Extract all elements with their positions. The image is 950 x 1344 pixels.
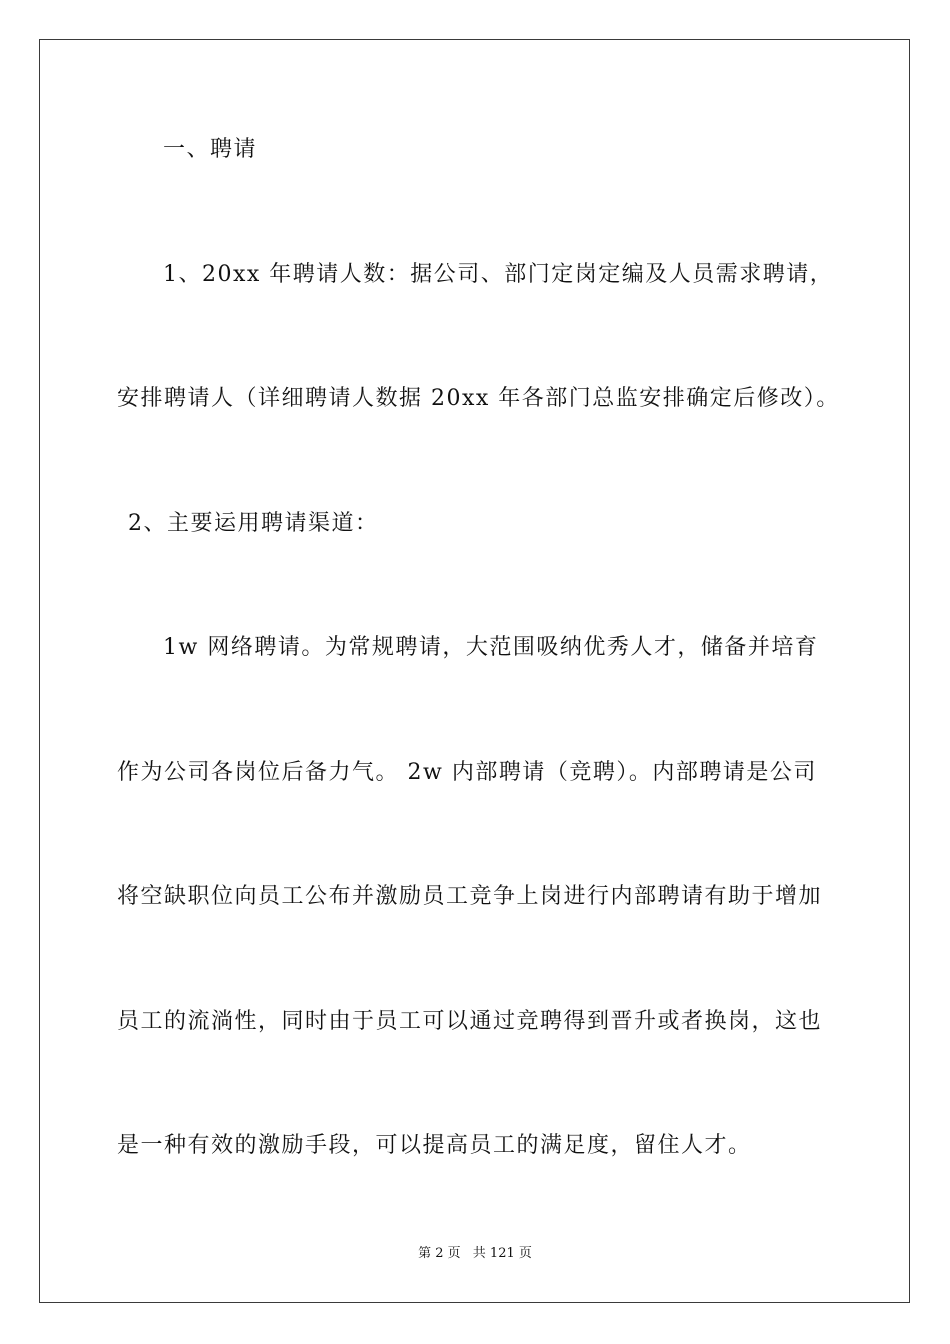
paragraph-line: 员工的流淌性，同时由于员工可以通过竞聘得到晋升或者换岗，这也 — [117, 1009, 823, 1034]
page-footer — [0, 1246, 950, 1262]
subheading-line: 2、主要运用聘请渠道： — [128, 511, 379, 536]
paragraph-line: 1、20xx 年聘请人数：据公司、部门定岗定编及人员需求聘请， — [163, 262, 834, 287]
page-border — [39, 39, 910, 1303]
paragraph-line: 将空缺职位向员工公布并激励员工竞争上岗进行内部聘请有助于增加 — [117, 884, 823, 909]
paragraph-line: 1w 网络聘请。为常规聘请，大范围吸纳优秀人才，储备并培育 — [163, 635, 819, 660]
paragraph-line: 是一种有效的激励手段，可以提高员工的满足度，留住人才。 — [117, 1133, 752, 1158]
page-number: 第 2 页 — [418, 1246, 461, 1261]
total-pages: 共 121 页 — [472, 1246, 532, 1261]
paragraph-line: 安排聘请人（详细聘请人数据 20xx 年各部门总监安排确定后修改）。 — [117, 386, 840, 411]
paragraph-line: 作为公司各岗位后备力气。 2w 内部聘请（竞聘）。内部聘请是公司 — [117, 760, 817, 785]
section-heading: 一、聘请 — [163, 137, 258, 162]
